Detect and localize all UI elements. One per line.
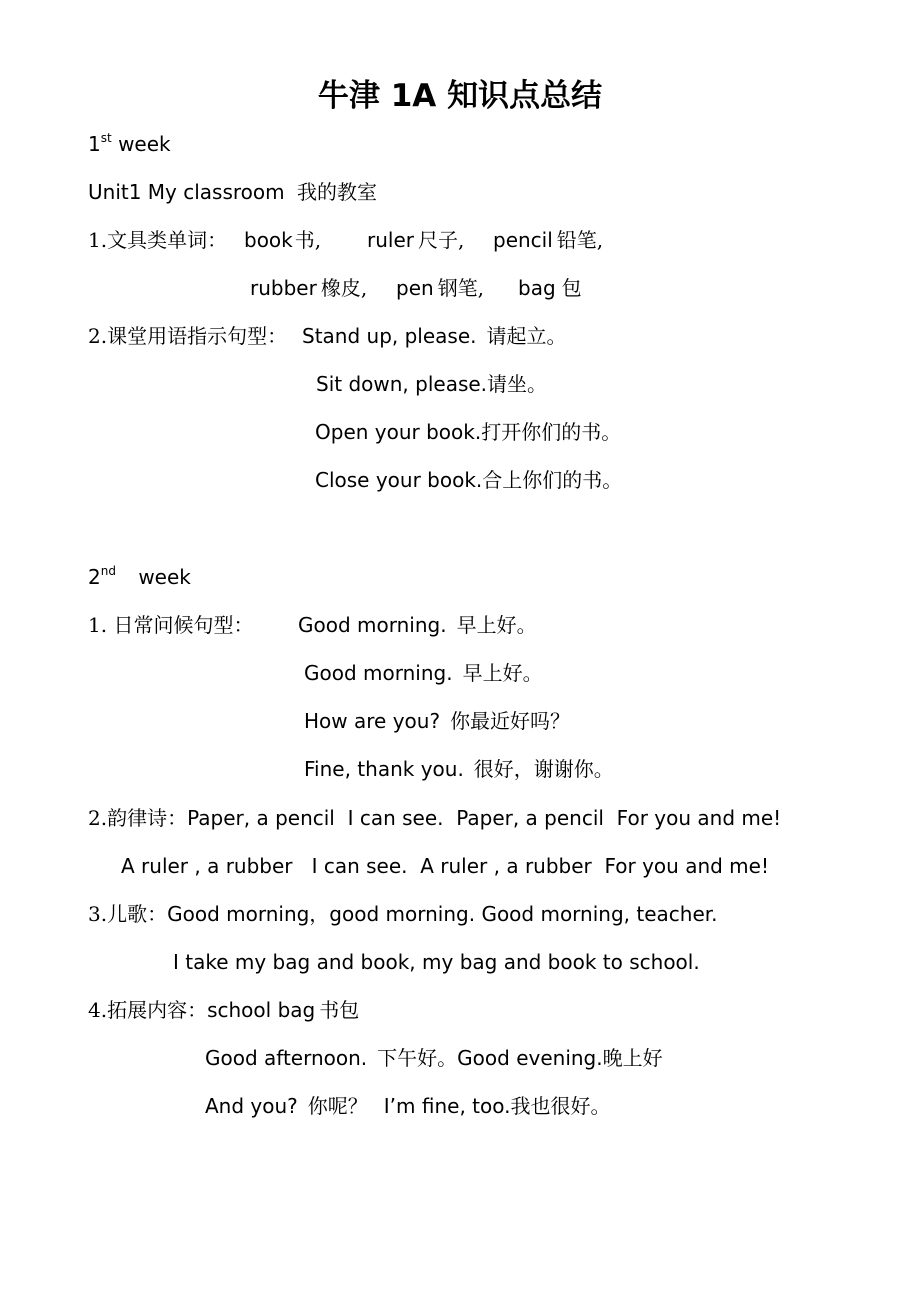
rhyme-line — [88, 804, 781, 832]
vocab-cn: 尺子, — [417, 228, 465, 252]
unit1-heading — [88, 178, 377, 206]
extension-en: Good afternoon. — [205, 1046, 368, 1070]
phrase-en: Sit down, please. — [316, 372, 488, 396]
rhyme-text: Paper, a pencil I can see. Paper, a pencil For you and me! — [187, 806, 782, 830]
week2-q2-label: 2.韵律诗： — [88, 806, 188, 830]
phrase-cn: 请起立。 — [486, 324, 567, 348]
extension-cn: 下午好。 — [377, 1046, 458, 1070]
greeting-en: Good morning. — [298, 613, 447, 637]
extension-cn: 你呢？ — [307, 1094, 368, 1118]
greeting-cn: 早上好。 — [462, 661, 543, 685]
week1-heading — [88, 130, 171, 158]
unit1-title-en: Unit1 My classroom — [88, 180, 285, 204]
phrase-item — [316, 370, 547, 398]
vocab-en: bag — [518, 276, 556, 300]
week1-number: 1 — [88, 132, 101, 156]
song-text: I take my bag and book, my bag and book to school. — [173, 950, 700, 974]
week2-ordinal: nd — [100, 564, 116, 578]
vocab-item — [244, 226, 321, 254]
extension-cn: 晚上好 — [602, 1046, 663, 1070]
vocab-cn: 铅笔, — [556, 228, 604, 252]
song-text: Good morning，good morning. Good morning, teacher. — [167, 902, 718, 926]
week2-q1-label: 1. 日常问候句型： — [88, 613, 254, 637]
vocab-en: book — [244, 228, 293, 252]
vocab-item — [367, 226, 464, 254]
vocab-cn: 橡皮, — [320, 276, 368, 300]
week2-q4-label: 4.拓展内容： — [88, 998, 208, 1022]
greeting-en: Good morning. — [304, 661, 453, 685]
extension-en: And you? — [205, 1094, 298, 1118]
phrase-cn: 合上你们的书。 — [482, 468, 623, 492]
page-title: 牛津 1A 知识点总结 — [317, 78, 603, 114]
vocab-item — [396, 274, 484, 302]
extension-line — [205, 1044, 663, 1072]
phrase-item — [315, 418, 621, 446]
extension-cn: 书包 — [319, 998, 360, 1022]
extension-line — [205, 1092, 611, 1120]
greeting-item — [304, 755, 614, 783]
greeting-cn: 早上好。 — [456, 613, 537, 637]
vocab-en: pencil — [493, 228, 553, 252]
extension-cn: 我也很好。 — [510, 1094, 611, 1118]
greeting-en: Fine, thank you. — [304, 757, 464, 781]
week1-ordinal: st — [100, 131, 112, 145]
song-line — [88, 900, 718, 928]
phrase-en: Open your book. — [315, 420, 482, 444]
greeting-item — [298, 611, 537, 639]
week2-q3-label: 3.儿歌： — [88, 902, 168, 926]
greeting-item — [304, 707, 570, 735]
vocab-en: pen — [396, 276, 434, 300]
greeting-item — [304, 659, 543, 687]
vocab-en: ruler — [367, 228, 414, 252]
extension-en: Good evening. — [457, 1046, 603, 1070]
week2-word: week — [138, 565, 191, 589]
phrase-cn: 请坐。 — [487, 372, 548, 396]
vocab-cn: 书, — [294, 228, 322, 252]
vocab-en: rubber — [250, 276, 317, 300]
phrase-item — [315, 466, 622, 494]
unit1-title-cn: 我的教室 — [297, 180, 377, 204]
rhyme-text: A ruler , a rubber I can see. A ruler , a rubber For you and me! — [121, 854, 769, 878]
vocab-cn: 包 — [561, 276, 582, 300]
extension-line — [88, 996, 359, 1024]
week1-q1-label: 1.文具类单词： — [88, 228, 228, 252]
vocab-item — [250, 274, 367, 302]
week2-number: 2 — [88, 565, 101, 589]
week1-word: week — [118, 132, 171, 156]
week1-q2-label: 2.课堂用语指示句型： — [88, 324, 288, 348]
extension-en: school bag — [207, 998, 316, 1022]
week2-heading — [88, 563, 191, 591]
phrase-cn: 打开你们的书。 — [481, 420, 622, 444]
extension-en: I’m fine, too. — [383, 1094, 511, 1118]
greeting-cn: 很好，谢谢你。 — [473, 757, 614, 781]
phrase-en: Close your book. — [315, 468, 483, 492]
greeting-cn: 你最近好吗？ — [450, 709, 571, 733]
vocab-cn: 钢笔, — [437, 276, 485, 300]
phrase-en: Stand up, please. — [302, 324, 477, 348]
phrase-item — [302, 322, 567, 350]
greeting-en: How are you? — [304, 709, 441, 733]
vocab-item — [493, 226, 603, 254]
vocab-item — [518, 274, 582, 302]
